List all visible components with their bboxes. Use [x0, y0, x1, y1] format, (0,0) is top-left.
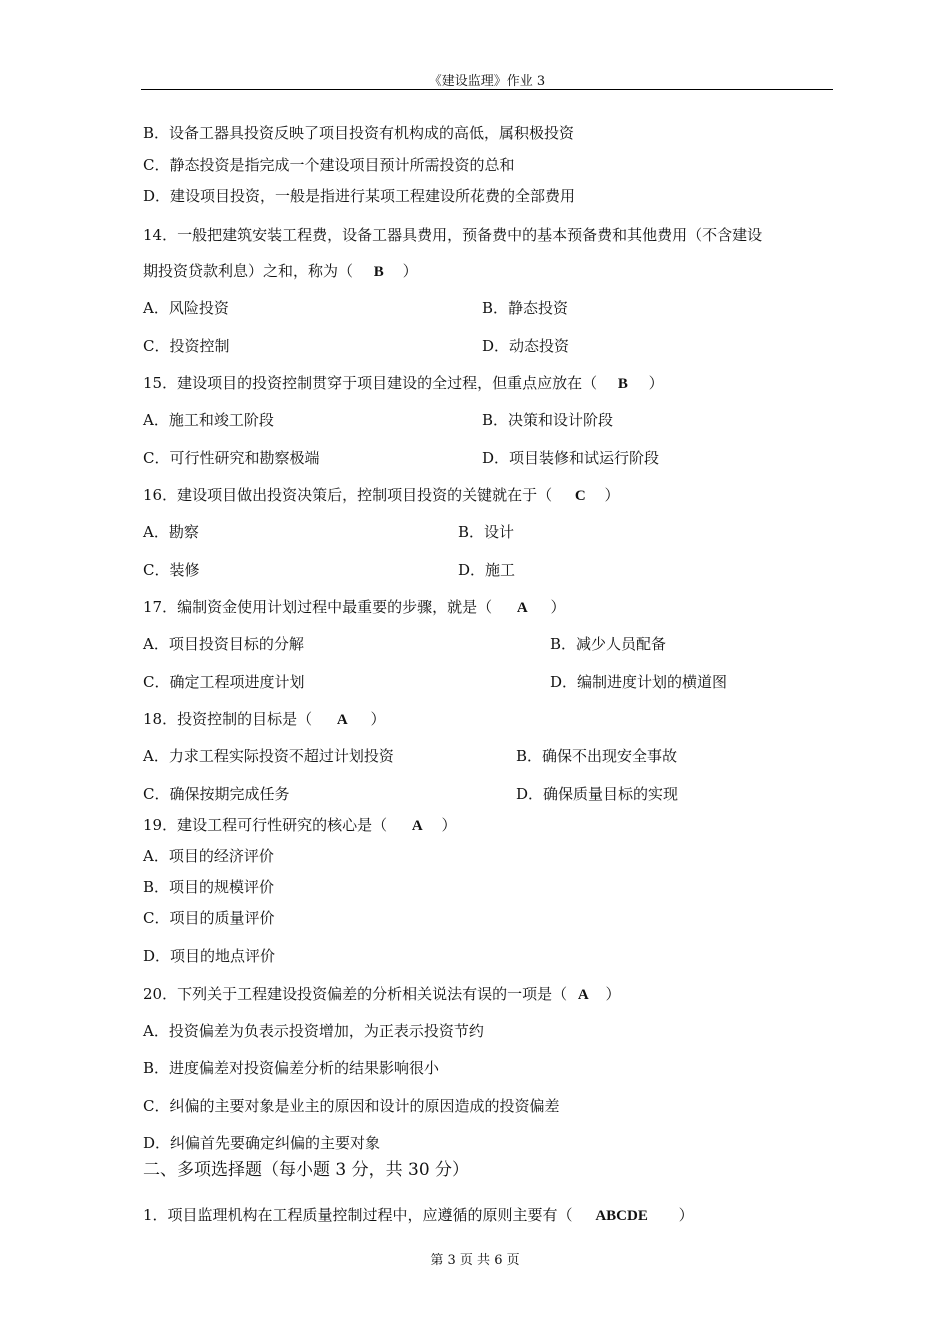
question-15 [143, 373, 664, 394]
multi-question-1-text: 1．项目监理机构在工程质量控制过程中，应遵循的原则主要有（ [143, 1206, 573, 1224]
option-19c: C．项目的质量评价 [143, 909, 275, 927]
paren-close: ） [604, 486, 620, 504]
option-14a: A．风险投资 [143, 299, 229, 317]
question-16 [143, 485, 620, 506]
option-19a: A．项目的经济评价 [143, 847, 274, 865]
page-footer: 第 3 页 共 6 页 [430, 1253, 520, 1268]
multi-question-1 [143, 1205, 694, 1226]
option-17a: A．项目投资目标的分解 [143, 635, 304, 653]
option-19b: B．项目的规模评价 [143, 878, 275, 896]
question-14-line1: 14．一般把建筑安装工程费，设备工器具费用，预备费中的基本预备费和其他费用（不含建设 [143, 226, 763, 244]
option-20c: C．纠偏的主要对象是业主的原因和设计的原因造成的投资偏差 [143, 1097, 560, 1115]
answer-15: B [617, 376, 628, 392]
option-15c: C．可行性研究和勘察极端 [143, 449, 320, 467]
answer-19: A [411, 818, 423, 834]
answer-14: B [373, 264, 384, 280]
option-16b: B．设计 [458, 523, 515, 541]
paren-close: ） [678, 1206, 694, 1224]
option-14b: B．静态投资 [482, 299, 569, 317]
question-16-text: 16．建设项目做出投资决策后，控制项目投资的关键就在于（ [143, 486, 553, 504]
option-20d: D．纠偏首先要确定纠偏的主要对象 [143, 1134, 381, 1152]
question-19 [143, 815, 457, 836]
option-15d: D．项目装修和试运行阶段 [482, 449, 660, 467]
question-19-text: 19．建设工程可行性研究的核心是（ [143, 816, 388, 834]
option-16a: A．勘察 [143, 523, 199, 541]
question-18 [143, 709, 386, 730]
option-20a: A．投资偏差为负表示投资增加，为正表示投资节约 [143, 1022, 484, 1040]
option-19d: D．项目的地点评价 [143, 947, 276, 965]
page-header: 《建设监理》作业 3 [428, 74, 546, 89]
option-18a: A．力求工程实际投资不超过计划投资 [143, 747, 394, 765]
option-18c: C．确保按期完成任务 [143, 785, 290, 803]
option-15a: A．施工和竣工阶段 [143, 411, 274, 429]
answer-18: A [336, 712, 348, 728]
question-20 [143, 984, 621, 1005]
question-15-text: 15．建设项目的投资控制贯穿于项目建设的全过程，但重点应放在（ [143, 374, 598, 392]
question-14-text: 期投资贷款利息）之和，称为（ [143, 262, 354, 280]
option-18b: B．确保不出现安全事故 [516, 747, 678, 765]
option-15b: B．决策和设计阶段 [482, 411, 614, 429]
section-heading-multiple-choice: 二、多项选择题（每小题 3 分，共 30 分） [143, 1160, 470, 1180]
paren-close: ） [550, 598, 566, 616]
answer-multi-1: ABCDE [595, 1208, 648, 1224]
question-18-text: 18．投资控制的目标是（ [143, 710, 313, 728]
option-14c: C．投资控制 [143, 337, 230, 355]
answer-17: A [516, 600, 528, 616]
paren-close: ） [402, 262, 418, 280]
answer-16: C [574, 488, 586, 504]
answer-20: A [577, 987, 589, 1003]
question-14-line2 [143, 261, 418, 282]
question-20-text: 20．下列关于工程建设投资偏差的分析相关说法有误的一项是（ [143, 985, 568, 1003]
question-17-text: 17．编制资金使用计划过程中最重要的步骤，就是（ [143, 598, 493, 616]
option-16d: D．施工 [458, 561, 516, 579]
option-13b: B．设备工器具投资反映了项目投资有机构成的高低，属积极投资 [143, 124, 575, 142]
option-17d: D．编制进度计划的横道图 [550, 673, 728, 691]
paren-close: ） [605, 985, 621, 1003]
paren-close: ） [648, 374, 664, 392]
option-14d: D．动态投资 [482, 337, 570, 355]
question-17 [143, 597, 566, 618]
option-18d: D．确保质量目标的实现 [516, 785, 679, 803]
option-17c: C．确定工程项进度计划 [143, 673, 305, 691]
paren-close: ） [441, 816, 457, 834]
paren-close: ） [370, 710, 386, 728]
option-13d: D．建设项目投资，一般是指进行某项工程建设所花费的全部费用 [143, 187, 576, 205]
option-13c: C．静态投资是指完成一个建设项目预计所需投资的总和 [143, 156, 515, 174]
option-20b: B．进度偏差对投资偏差分析的结果影响很小 [143, 1059, 440, 1077]
option-17b: B．减少人员配备 [550, 635, 667, 653]
option-16c: C．装修 [143, 561, 200, 579]
header-rule [141, 89, 833, 90]
